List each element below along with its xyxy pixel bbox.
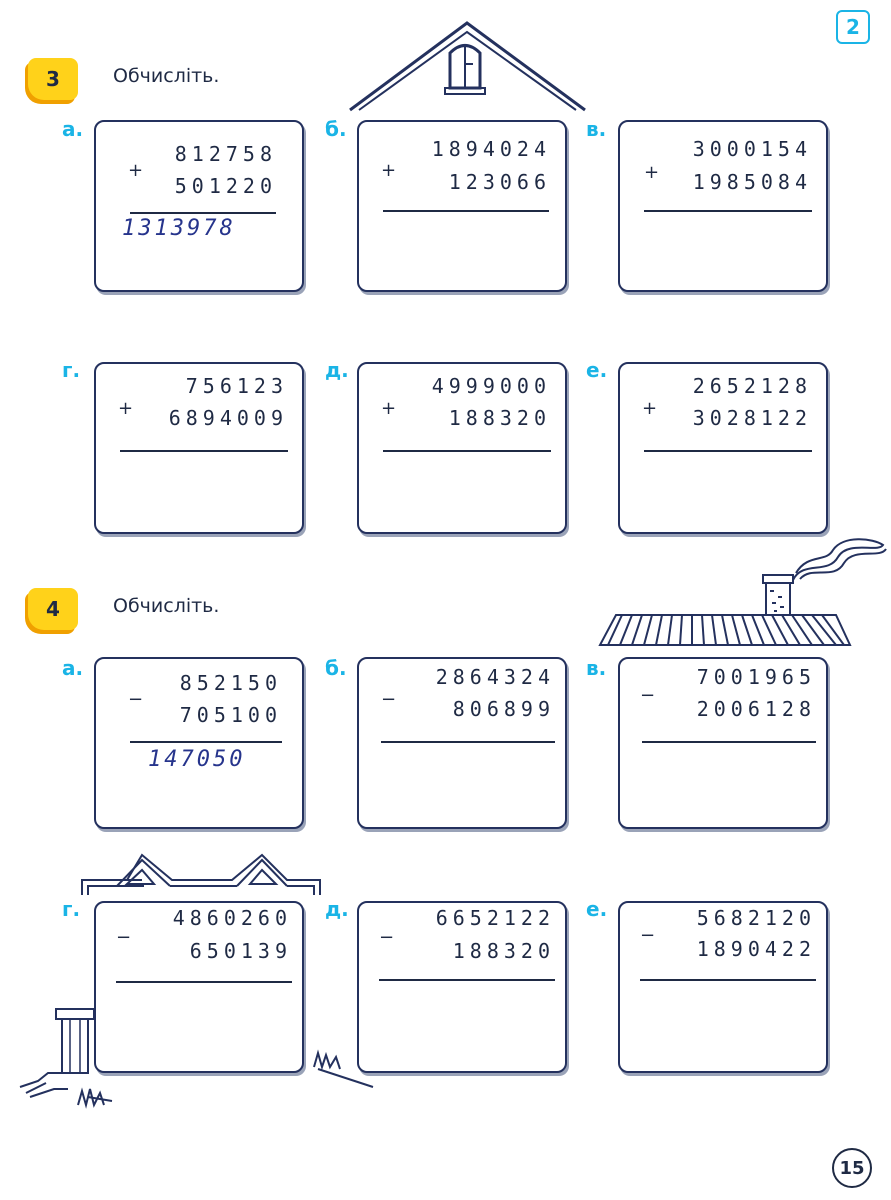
task-instruction: Обчисліть. [113,65,220,87]
addend-top: 1894024 [431,137,551,161]
problem-letter: б. [325,117,347,141]
problem-letter: а. [62,117,84,141]
task-instruction: Обчисліть. [113,595,220,617]
roof-illustration [345,18,590,113]
difference-line [640,979,816,981]
subtrahend: 806899 [452,697,555,721]
difference-line [379,979,555,981]
difference-line [116,981,292,983]
sum-line [383,450,551,452]
subtrahend: 650139 [189,939,292,963]
handwritten-answer: 147050 [148,747,246,772]
task-number-badge: 3 [28,58,78,100]
plus-sign: + [381,160,397,181]
problem-letter: а. [62,656,84,680]
addend-top: 756123 [185,374,288,398]
problem-letter: г. [62,358,81,382]
handwritten-answer: 1313978 [122,216,236,241]
task-number-badge: 4 [28,588,78,630]
plus-sign: + [642,398,658,419]
addend-bottom: 3028122 [692,406,812,430]
minus-sign: − [379,927,395,948]
problem-box[interactable] [94,901,304,1073]
plus-sign: + [644,162,660,183]
difference-line [642,741,816,743]
addend-top: 2652128 [692,374,812,398]
minuend: 2864324 [435,665,555,689]
plus-sign: + [381,398,397,419]
problem-box[interactable] [357,120,567,292]
addend-bottom: 123066 [448,170,551,194]
subtrahend: 1890422 [696,937,816,961]
problem-letter: д. [325,358,349,382]
sum-line [644,450,812,452]
addend-bottom: 1985084 [692,170,812,194]
subtrahend: 2006128 [696,697,816,721]
problem-box[interactable] [618,901,828,1073]
problem-box[interactable] [94,120,304,292]
minus-sign: − [640,925,656,946]
addend-top: 3000154 [692,137,812,161]
minuend: 852150 [179,671,282,695]
subtrahend: 188320 [452,939,555,963]
page-number: 15 [832,1148,872,1188]
sum-line [644,210,812,212]
problem-box[interactable] [357,362,567,534]
minus-sign: − [640,685,656,706]
sum-line [383,210,549,212]
addend-bottom: 188320 [448,406,551,430]
sum-line [120,450,288,452]
minus-sign: − [128,689,144,710]
addend-top: 812758 [174,142,277,166]
addend-bottom: 501220 [174,174,277,198]
subtrahend: 705100 [179,703,282,727]
problem-box[interactable] [357,657,567,829]
chimney-roof-illustration [598,535,888,650]
problem-box[interactable] [94,657,304,829]
minuend: 4860260 [172,906,292,930]
addend-top: 4999000 [431,374,551,398]
minus-sign: − [381,689,397,710]
addend-bottom: 6894009 [168,406,288,430]
plus-sign: + [118,398,134,419]
minuend: 5682120 [696,906,816,930]
minuend: 7001965 [696,665,816,689]
problem-box[interactable] [618,120,828,292]
problem-letter: д. [325,897,349,921]
difference-line [130,741,282,743]
minus-sign: − [116,927,132,948]
problem-box[interactable] [94,362,304,534]
problem-letter: е. [586,358,608,382]
problem-letter: е. [586,897,608,921]
problem-box[interactable] [618,362,828,534]
problem-letter: б. [325,656,347,680]
plus-sign: + [128,160,144,181]
problem-letter: в. [586,117,607,141]
minuend: 6652122 [435,906,555,930]
problem-letter: в. [586,656,607,680]
gables-illustration [82,850,322,905]
problem-box[interactable] [357,901,567,1073]
sum-line [130,212,276,214]
corner-badge: 2 [836,10,870,44]
difference-line [381,741,555,743]
problem-letter: г. [62,897,81,921]
problem-box[interactable] [618,657,828,829]
